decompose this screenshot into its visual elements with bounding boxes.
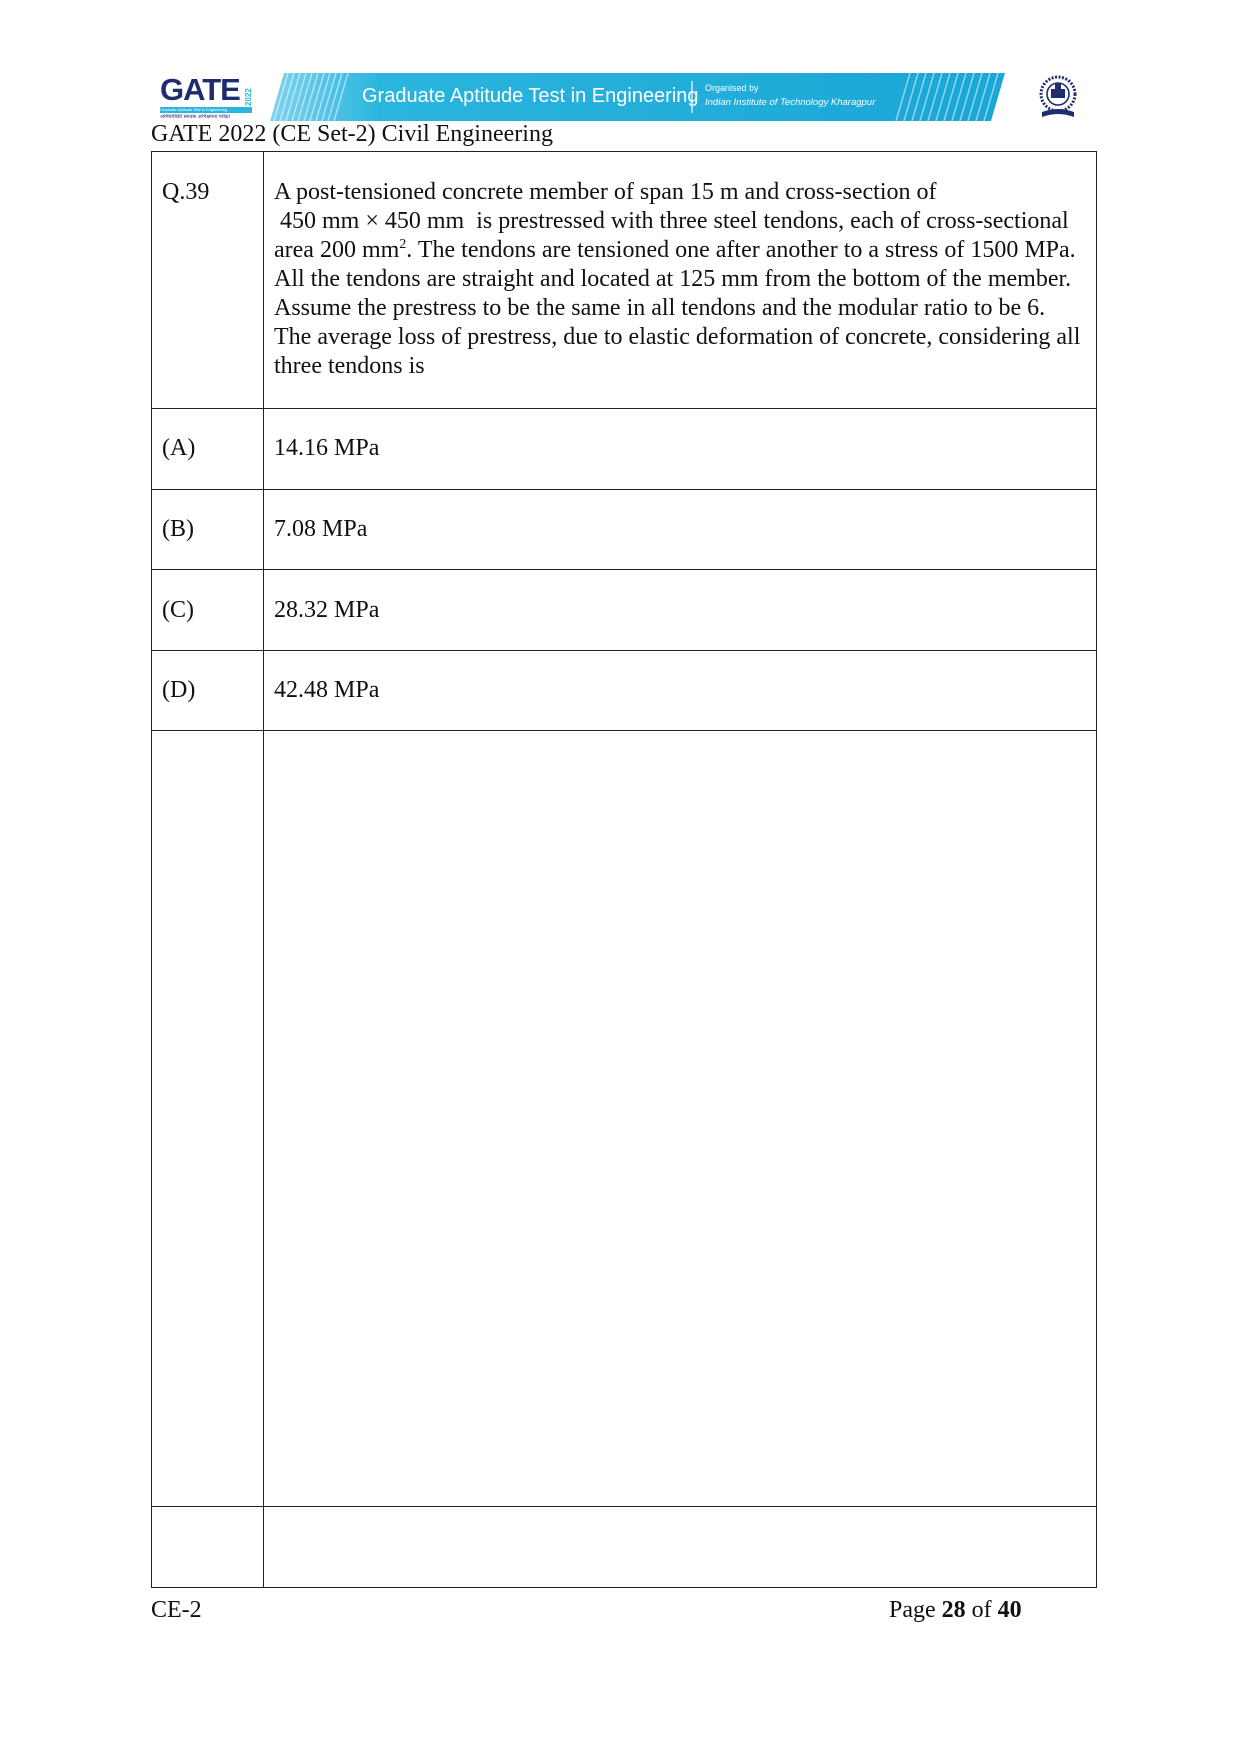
banner-title: Graduate Aptitude Test in Engineering xyxy=(362,85,699,107)
question-text-part1: A post-tensioned concrete member of span 15 m and cross-section of xyxy=(274,179,937,205)
blank-bottom-row xyxy=(152,1507,1097,1588)
header-banner xyxy=(270,73,1010,121)
option-label: (C) xyxy=(162,596,194,623)
question-text-part4: . The tendons are tensioned one after another to a stress of 1500 MPa. All the tendons are straight and located at 125 mm from the bottom of the member. Assume the prestress to be the same in all tendons and the modular ratio to be 6. The average loss of prestress, due to elastic deformation of concrete, considering all three tendons is xyxy=(274,237,1081,379)
question-row xyxy=(152,152,1097,409)
gate-logo-word: GATE xyxy=(160,72,240,107)
blank-work-area-row xyxy=(152,731,1097,1507)
footer-page-number xyxy=(889,1597,1022,1624)
option-value: 28.32 MPa xyxy=(274,596,380,623)
option-value: 14.16 MPa xyxy=(274,435,380,462)
footer-page-total: 40 xyxy=(997,1597,1022,1623)
option-row-a xyxy=(152,409,1097,490)
option-row-b xyxy=(152,489,1097,570)
blank-cell xyxy=(152,1507,264,1588)
option-row-c xyxy=(152,570,1097,651)
gate-logo xyxy=(160,74,252,122)
option-row-d xyxy=(152,650,1097,731)
gate-logo-year: 2022 xyxy=(244,88,253,106)
footer-page-word: Page xyxy=(889,1597,936,1623)
question-text xyxy=(264,152,1096,381)
option-label: (D) xyxy=(162,677,196,704)
question-dimension: 450 mm × 450 mm xyxy=(280,208,465,234)
question-text-part3: is prestressed with three steel tendons, each of cross-sectional area 200 mm xyxy=(274,208,1069,263)
option-label: (A) xyxy=(162,435,196,462)
blank-cell xyxy=(264,1507,1097,1588)
footer-of-word: of xyxy=(971,1597,992,1623)
blank-cell xyxy=(152,731,264,1507)
question-superscript: 2 xyxy=(399,237,407,252)
iit-kharagpur-emblem-icon xyxy=(1036,74,1080,120)
paper-title: GATE 2022 (CE Set-2) Civil Engineering xyxy=(151,121,553,147)
footer-page-current: 28 xyxy=(941,1597,966,1623)
gate-logo-hindi: अभियांत्रिकी स्नातक अभिक्षमता परीक्षा xyxy=(160,114,230,120)
question-number: Q.39 xyxy=(162,179,210,205)
option-label: (B) xyxy=(162,515,194,542)
footer-paper-code: CE-2 xyxy=(151,1597,202,1623)
banner-organiser: Indian Institute of Technology Kharagpur xyxy=(705,97,876,108)
blank-cell xyxy=(264,731,1097,1507)
gate-logo-tagline: Graduate Aptitude Test in Engineering xyxy=(160,107,252,113)
option-value: 7.08 MPa xyxy=(274,515,368,542)
banner-organised-by: Organised by xyxy=(705,83,759,93)
question-table xyxy=(151,151,1097,1588)
option-value: 42.48 MPa xyxy=(274,677,380,704)
